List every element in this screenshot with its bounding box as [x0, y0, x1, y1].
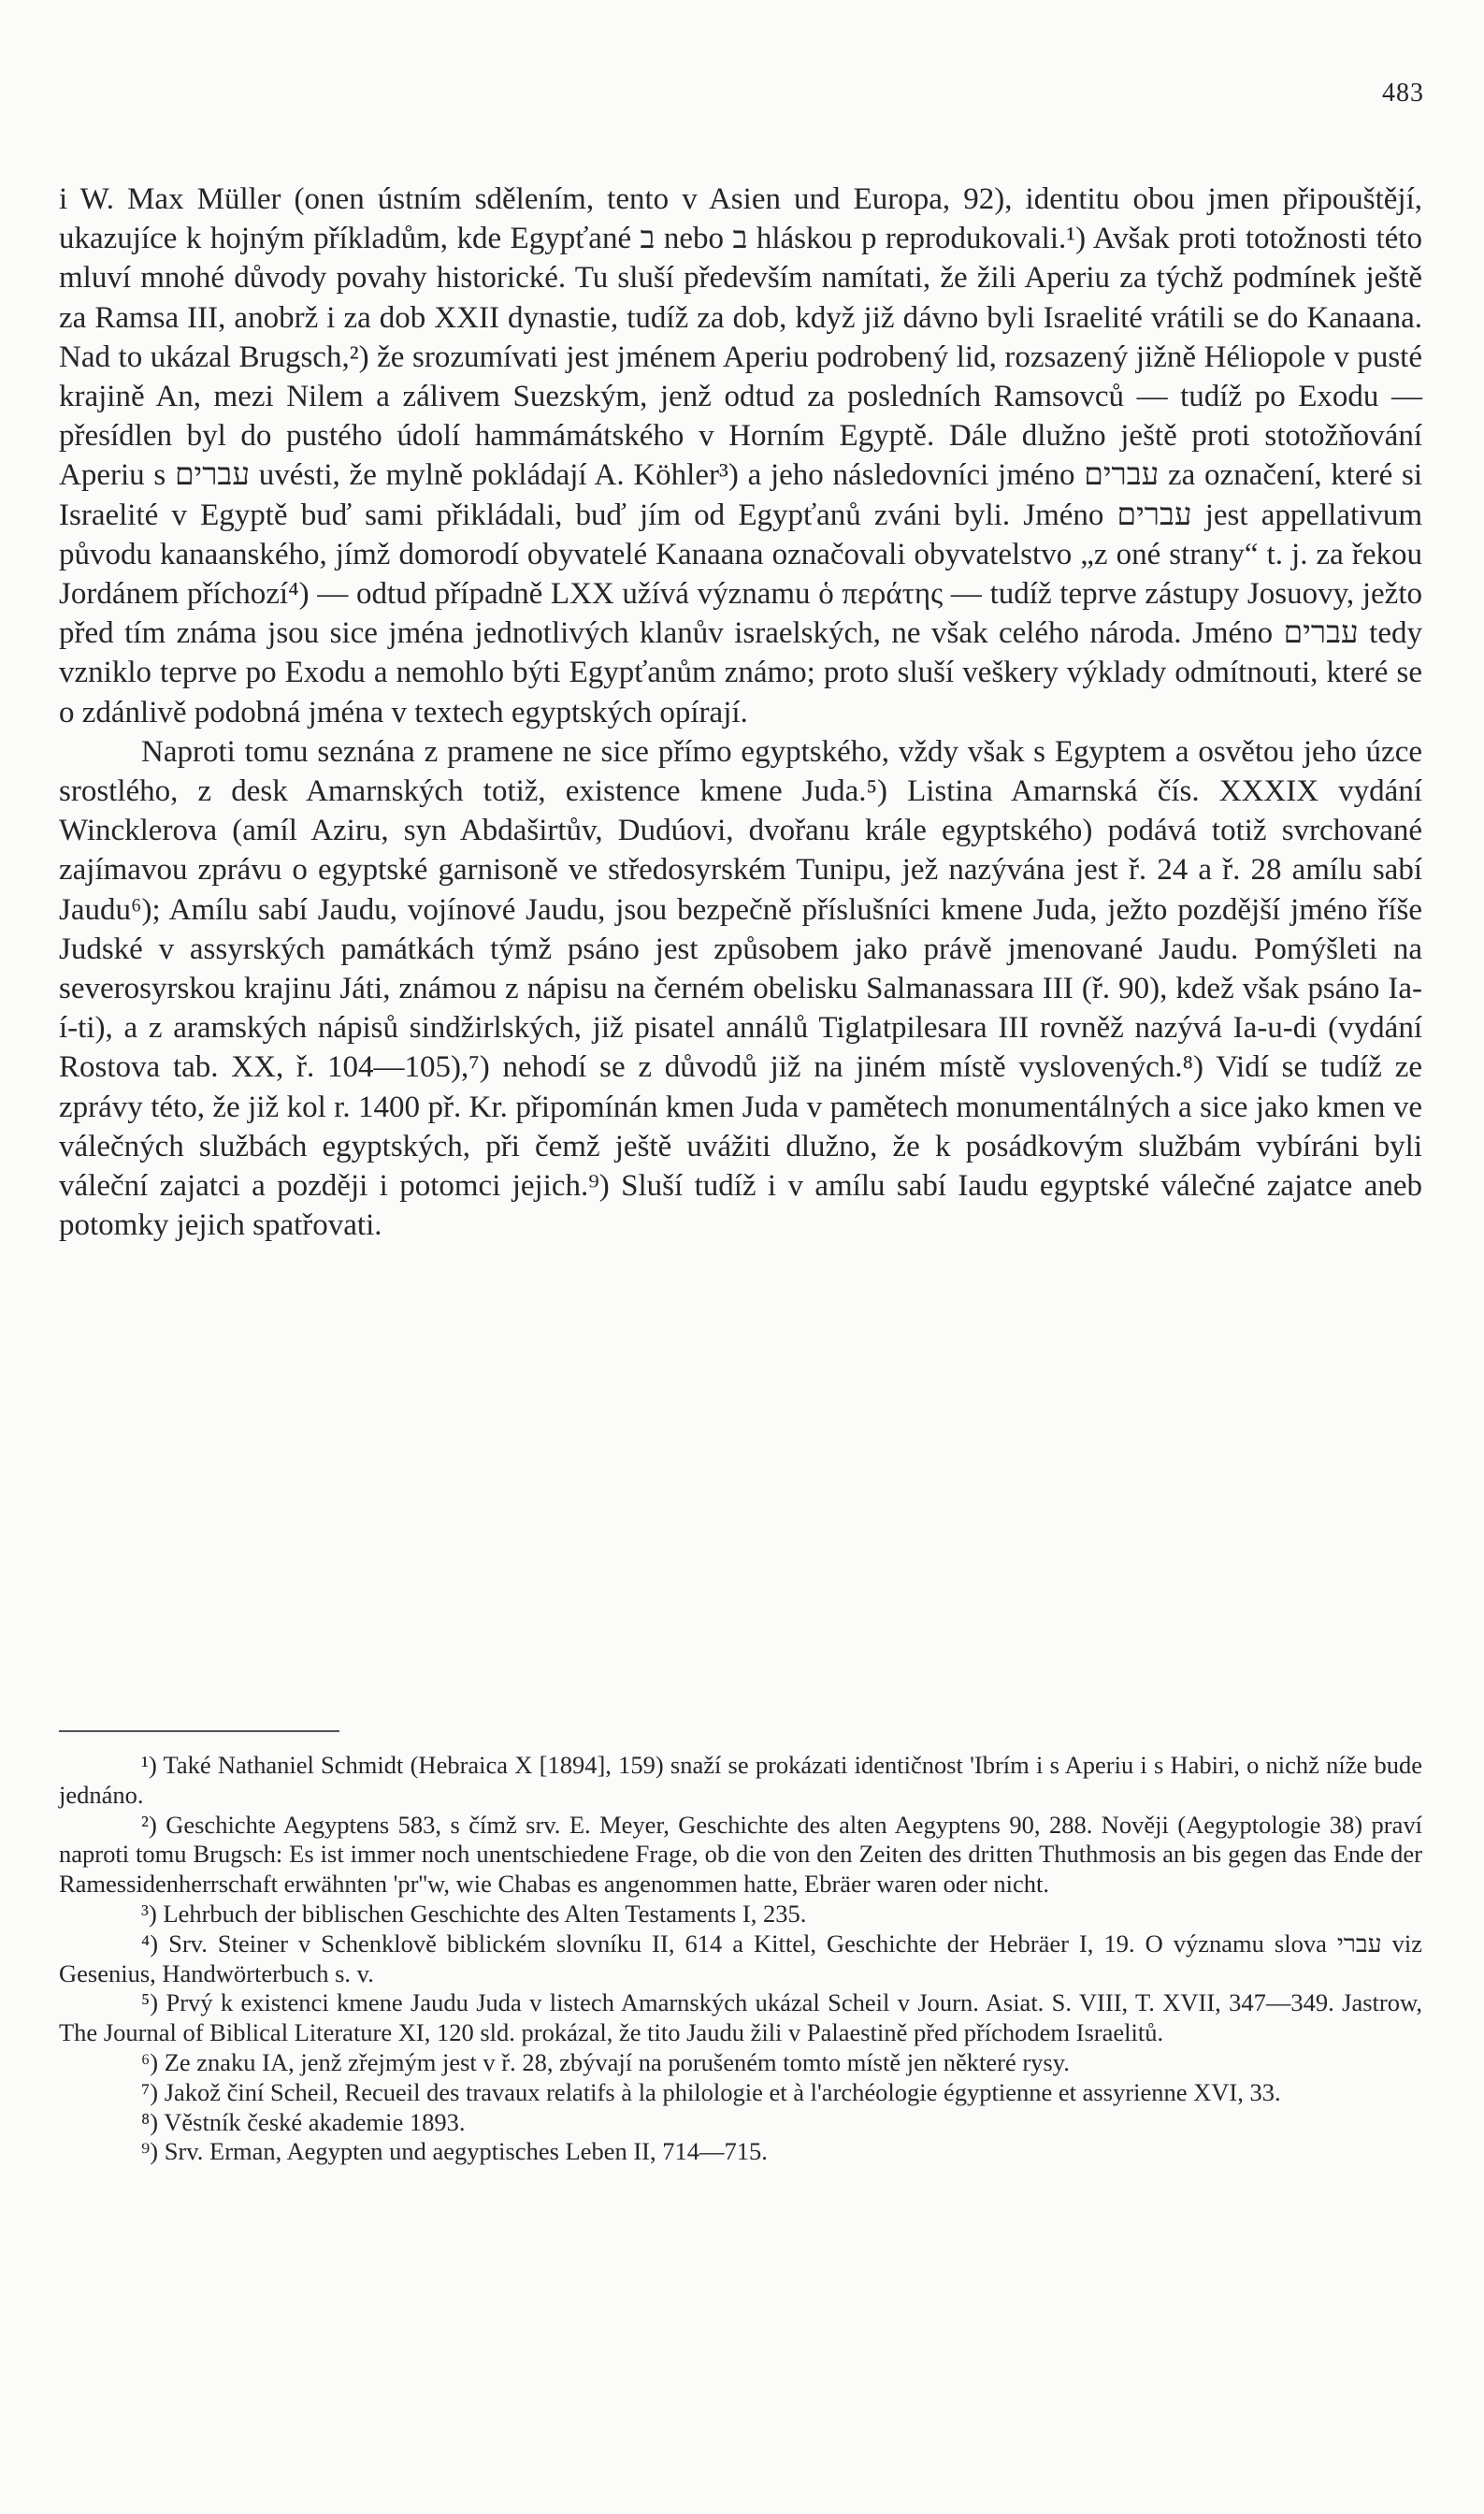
footnote-text: Jakož činí Scheil, Recueil des travaux relatifs à la philologie et à l'archéologie égyptienne et assyrienne XVI, 33.	[164, 2077, 1281, 2106]
footnote-text: Geschichte Aegyptens 583, s čímž srv. E. Meyer, Geschichte des alten Aegyptens 90, 288. Nověji (Aegyptologie 38) praví naproti tomu Brugsch: Es ist immer noch unentschiedene Frage, ob die von den Zeiten des dritten Thuthmosis an bis gegen das Ende der Ramessidenherrschaft erwähnten 'pr''w, wie Chabas es angenommen hatte, Ebräer waren oder nicht.	[59, 1810, 1423, 1899]
footnote-mark: ¹)	[141, 1751, 157, 1779]
footnote-8	[59, 2108, 1422, 2138]
footnote-mark: ⁸)	[141, 2107, 159, 2136]
footnote-6	[59, 2048, 1422, 2078]
footnote-text: Lehrbuch der biblischen Geschichte des Alten Testaments I, 235.	[163, 1899, 807, 1928]
footnote-mark: ⁶)	[141, 2047, 159, 2076]
main-text	[59, 180, 1422, 1245]
page-number: 483	[1382, 79, 1424, 108]
footnote-mark: ⁹)	[141, 2137, 159, 2166]
body-paragraph-1: i W. Max Müller (onen ústním sdělením, tento v Asien und Europa, 92), identitu obou jmen připouštějí, ukazujíce k hojným příkladům, kde Egypťané ב nebo ב hláskou p reprodukovali.¹) Avšak proti totožnosti této mluví mnohé důvody povahy historické. Tu sluší především namítati, že žili Aperiu za týchž podmínek ještě za Ramsa III, anobrž i za dob XXII dynastie, tudíž za dob, když již dávno byli Israelité vrátili se do Kanaana. Nad to ukázal Brugsch,²) že srozumívati jest jménem Aperiu podrobený lid, rozsazený jižně Héliopole v pusté krajině An, mezi Nilem a zálivem Suezským, jenž odtud za posledních Ramsovců — tudíž po Exodu — přesídlen byl do pustého údolí hammámátského v Horním Egyptě. Dále dlužno ještě proti stotožňování Aperiu s עברים uvésti, že mylně pokládají A. Köhler³) a jeho následovníci jméno עברים za označení, které si Israelité v Egyptě buď sami přikládali, buď jím od Egypťanů zváni byli. Jméno עברים jest appellativum původu kanaanského, jímž domorodí obyvatelé Kanaana označovali obyvatelstvo „z oné strany“ t. j. za řekou Jordánem příchozí⁴) — odtud případně LXX užívá významu ὁ περάτης — tudíž teprve zástupy Josuovy, ježto před tím známa jsou sice jména jednotlivých klanův israelských, ne však celého národa. Jméno עברים tedy vzniklo teprve po Exodu a nemohlo býti Egypťanům známo; proto sluší veškery výklady odmítnouti, které se o zdánlivě podobná jména v textech egyptských opírají.	[59, 182, 1423, 730]
footnote-mark: ⁴)	[141, 1929, 159, 1958]
footnote-text: Ze znaku IA, jenž zřejmým jest v ř. 28, zbývají na porušeném tomto místě jen některé rysy.	[164, 2047, 1070, 2076]
footnote-mark: ³)	[141, 1899, 157, 1928]
footnote-2	[59, 1811, 1422, 1900]
footnote-mark: ²)	[141, 1810, 157, 1839]
footnote-text: Také Nathaniel Schmidt (Hebraica X [1894], 159) snaží se prokázati identičnost 'Ibrím i s Aperiu i s Habiri, o nichž níže bude jednáno.	[59, 1751, 1422, 1809]
footnote-1	[59, 1751, 1422, 1811]
footnote-text: Věstník české akademie 1893.	[164, 2107, 466, 2136]
footnote-3	[59, 1900, 1422, 1929]
footnote-4	[59, 1929, 1422, 1989]
footnote-5	[59, 1988, 1422, 2048]
footnote-separator	[59, 1730, 339, 1732]
footnote-mark: ⁵)	[141, 1988, 159, 2017]
footnote-text: Prvý k existenci kmene Jaudu Juda v listech Amarnských ukázal Scheil v Journ. Asiat. S. VIII, T. XVII, 347—349. Jastrow, The Journal of Biblical Literature XI, 120 sld. prokázal, že tito Jaudu žili v Palaestině před příchodem Israelitů.	[59, 1988, 1423, 2047]
footnote-text: Srv. Erman, Aegypten und aegyptisches Leben II, 714—715.	[164, 2137, 768, 2166]
body-paragraph-2: Naproti tomu seznána z pramene ne sice přímo egyptského, vždy však s Egyptem a osvětou jeho úzce srostlého, z desk Amarnských totiž, existence kmene Juda.⁵) Listina Amarnská čís. XXXIX vydání Wincklerova (amíl Aziru, syn Abdaširtův, Dudúovi, dvořanu krále egyptského) podává totiž svrchované zajímavou zprávu o egyptské garnisoně ve středosyrském Tunipu, jež nazývána jest ř. 24 a ř. 28 amílu sabí Jaudu⁶); Amílu sabí Jaudu, vojínové Jaudu, jsou bezpečně příslušníci kmene Juda, ježto pozdější jméno říše Judské v assyrských památkách týmž psáno jest způsobem jako právě jmenované Jaudu. Pomýšleti na severosyrskou krajinu Játi, známou z nápisu na černém obelisku Salmanassara III (ř. 90), kdež však psáno Ia-í-ti), a z aramských nápisů sindžirlských, již pisatel annálů Tiglatpilesara III rovněž nazývá Ia-u-di (vydání Rostova tab. XX, ř. 104—105),⁷) nehodí se z důvodů již na jiném místě vyslovených.⁸) Vidí se tudíž ze zprávy této, že již kol r. 1400 př. Kr. připomínán kmen Juda v pamětech monumentálných a sice jako kmen ve válečných službách egyptských, při čemž ještě uvážiti dlužno, že k posádkovým službám vybíráni byli váleční zajatci a později i potomci jejich.⁹) Sluší tudíž i v amílu sabí Iaudu egyptské válečné zajatce aneb potomky jejich spatřovati.	[59, 734, 1422, 1243]
footnote-9	[59, 2137, 1422, 2167]
footnote-7	[59, 2078, 1422, 2108]
footnote-mark: ⁷)	[141, 2077, 159, 2106]
footnote-text: Srv. Steiner v Schenklově biblickém slovníku II, 614 a Kittel, Geschichte der Hebräer I, 19. O významu slova עברי viz Gesenius, Handwörterbuch s. v.	[59, 1929, 1423, 1987]
footnotes	[59, 1751, 1422, 2167]
